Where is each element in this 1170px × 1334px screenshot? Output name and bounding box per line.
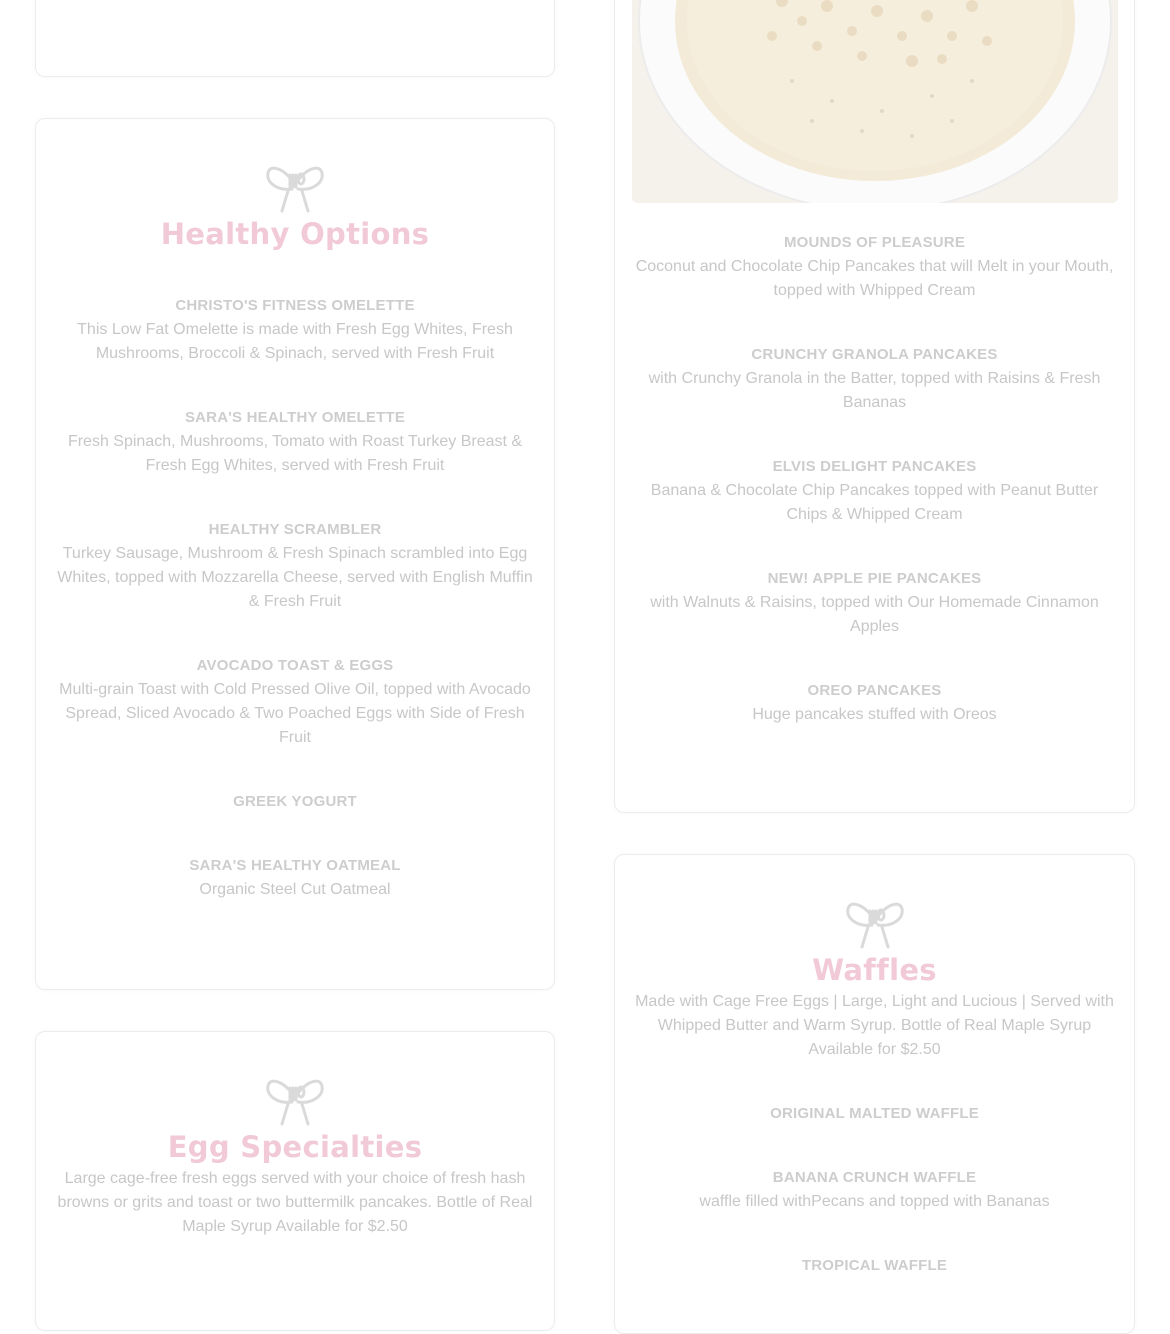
menu-item-name: GREEK YOGURT: [233, 793, 357, 810]
section-title: Egg Specialties: [167, 1130, 423, 1164]
section-intro: Made with Cage Free Eggs | Large, Light and Lucious | Served with Whipped Butter and Warm Syrup. Bottle of Real Maple Syrup Available for $2.50: [635, 993, 1114, 1058]
menu-item-description: Fresh Spinach, Mushrooms, Tomato with Roast Turkey Breast & Fresh Egg Whites, served with Fresh Fruit: [67, 433, 523, 474]
menu-item: [633, 567, 1116, 639]
menu-card-waffles: [614, 854, 1135, 1334]
menu-item-name: ORIGINAL MALTED WAFFLE: [770, 1105, 979, 1122]
menu-item-name: TROPICAL WAFFLE: [801, 1257, 948, 1274]
menu-item: [633, 343, 1116, 415]
bow-fork-spoon-icon: [264, 161, 326, 217]
menu-item-name: CHRISTO'S FITNESS OMELETTE: [175, 297, 415, 314]
menu-item: [633, 455, 1116, 527]
menu-card-previous: [35, 0, 555, 77]
section-intro: Large cage-free fresh eggs served with your choice of fresh hash browns or grits and toast or two buttermilk pancakes. Bottle of Real Maple Syrup Available for $2.50: [57, 1170, 533, 1235]
menu-item-description: Organic Steel Cut Oatmeal: [199, 881, 391, 898]
menu-item: [54, 654, 536, 750]
menu-item-description: Coconut and Chocolate Chip Pancakes that will Melt in your Mouth, topped with Whipped Cream: [635, 258, 1114, 299]
menu-item-name: HEALTHY SCRAMBLER: [208, 521, 382, 538]
menu-item-description: Banana & Chocolate Chip Pancakes topped with Peanut Butter Chips & Whipped Cream: [650, 482, 1099, 523]
menu-item: [54, 294, 536, 366]
menu-item-name: OREO PANCAKES: [807, 682, 942, 699]
menu-item: [54, 406, 536, 478]
menu-card-pancakes: [614, 0, 1135, 813]
pancake-photo: [632, 0, 1118, 203]
menu-item: [633, 1254, 1116, 1278]
menu-item: [633, 679, 1116, 727]
section-title: Healthy Options: [160, 217, 430, 251]
menu-card-egg-specialties: [35, 1031, 555, 1331]
menu-item-name: SARA'S HEALTHY OATMEAL: [189, 857, 401, 874]
menu-item-description: Multi-grain Toast with Cold Pressed Olive Oil, topped with Avocado Spread, Sliced Avocado & Two Poached Eggs with Side of Fresh Fruit: [59, 681, 531, 746]
menu-item-description: Huge pancakes stuffed with Oreos: [752, 706, 997, 723]
menu-item: [633, 231, 1116, 303]
menu-item-name: ELVIS DELIGHT PANCAKES: [772, 458, 977, 475]
section-title: Waffles: [812, 953, 937, 987]
menu-item-description: with Crunchy Granola in the Batter, topped with Raisins & Fresh Bananas: [648, 370, 1101, 411]
pancake-plate-image: [632, 0, 1118, 203]
menu-item: [54, 854, 536, 902]
menu-item-description: This Low Fat Omelette is made with Fresh Egg Whites, Fresh Mushrooms, Broccoli & Spinach, served with Fresh Fruit: [77, 321, 513, 362]
bow-fork-spoon-icon: [264, 1074, 326, 1130]
menu-item-name: AVOCADO TOAST & EGGS: [196, 657, 394, 674]
menu-card-healthy-options: [35, 118, 555, 990]
menu-item: [633, 1102, 1116, 1126]
bow-fork-spoon-icon: [844, 897, 906, 953]
menu-item: [54, 790, 536, 814]
menu-item: [54, 518, 536, 614]
menu-item-name: CRUNCHY GRANOLA PANCAKES: [751, 346, 998, 363]
menu-item-description: waffle filled withPecans and topped with Bananas: [699, 1193, 1050, 1210]
menu-item-name: BANANA CRUNCH WAFFLE: [772, 1169, 977, 1186]
menu-item-name: SARA'S HEALTHY OMELETTE: [184, 409, 406, 426]
menu-item-description: with Walnuts & Raisins, topped with Our Homemade Cinnamon Apples: [650, 594, 1099, 635]
menu-item-name: MOUNDS OF PLEASURE: [783, 234, 966, 251]
menu-item-description: Turkey Sausage, Mushroom & Fresh Spinach scrambled into Egg Whites, topped with Mozzarella Cheese, served with English Muffin & Fresh Fruit: [57, 545, 533, 610]
menu-item: [633, 1166, 1116, 1214]
menu-item-name: NEW! APPLE PIE PANCAKES: [767, 570, 982, 587]
